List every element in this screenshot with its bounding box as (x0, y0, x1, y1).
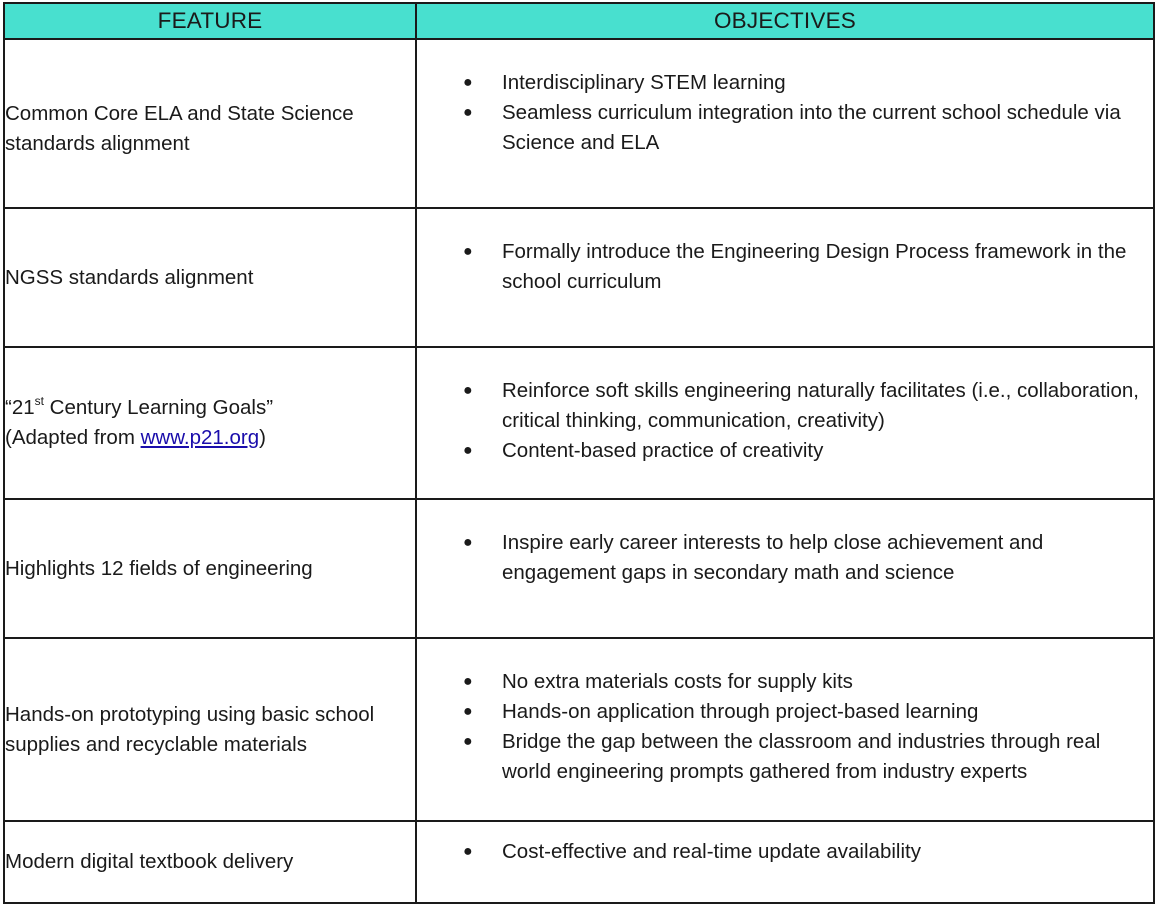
feature-cell (4, 208, 416, 347)
list-item (417, 697, 1153, 727)
header-row (4, 3, 1154, 39)
bullet-icon: ● (463, 74, 473, 91)
objective-text: Reinforce soft skills engineering naturally facilitates (i.e., collaboration, critical thinking, communication, creativity) (502, 379, 1139, 432)
objectives-column-header: OBJECTIVES (416, 3, 1154, 39)
p21-link[interactable]: www.p21.org (140, 426, 260, 449)
objective-text: Cost-effective and real-time update availability (502, 840, 921, 863)
objectives-list (417, 237, 1153, 297)
bullet-icon: ● (463, 703, 473, 720)
objectives-list (417, 837, 1153, 867)
table-row (4, 638, 1154, 821)
feature-objectives-table (3, 2, 1155, 904)
objective-text: Interdisciplinary STEM learning (502, 71, 786, 94)
bullet-icon: ● (463, 243, 473, 260)
list-item (417, 376, 1153, 436)
bullet-icon: ● (463, 673, 473, 690)
table-row (4, 208, 1154, 347)
objectives-cell (416, 638, 1154, 821)
feature-cell (4, 638, 416, 821)
objective-text: Inspire early career interests to help close achievement and engagement gaps in secondary math and science (502, 531, 1044, 584)
feature-cell (4, 821, 416, 903)
list-item (417, 237, 1153, 297)
objective-text: Formally introduce the Engineering Design Process framework in the school curriculum (502, 240, 1127, 293)
table-row (4, 39, 1154, 208)
list-item (417, 667, 1153, 697)
list-item (417, 98, 1153, 158)
objectives-cell (416, 39, 1154, 208)
objectives-list (417, 376, 1153, 466)
bullet-icon: ● (463, 843, 473, 860)
bullet-icon: ● (463, 442, 473, 459)
objectives-cell (416, 821, 1154, 903)
objective-text: Seamless curriculum integration into the current school schedule via Science and ELA (502, 101, 1121, 154)
objective-text: No extra materials costs for supply kits (502, 670, 853, 693)
list-item (417, 528, 1153, 588)
feature-text: Hands-on prototyping using basic school supplies and recyclable materials (5, 702, 375, 756)
feature-text: Highlights 12 fields of engineering (5, 556, 313, 580)
bullet-icon: ● (463, 733, 473, 750)
bullet-icon: ● (463, 382, 473, 399)
feature-column-header: FEATURE (4, 3, 416, 39)
feature-text: Common Core ELA and State Science standards alignment (5, 101, 354, 155)
objectives-list (417, 68, 1153, 158)
feature-text: “21st Century Learning Goals” (5, 394, 274, 419)
list-item (417, 436, 1153, 466)
feature-text: NGSS standards alignment (5, 265, 254, 289)
feature-cell (4, 347, 416, 499)
bullet-icon: ● (463, 104, 473, 121)
table-row (4, 347, 1154, 499)
objectives-list (417, 667, 1153, 787)
objectives-cell (416, 499, 1154, 638)
feature-cell (4, 499, 416, 638)
list-item (417, 837, 1153, 867)
objectives-list (417, 528, 1153, 588)
objectives-cell (416, 347, 1154, 499)
objective-text: Content-based practice of creativity (502, 439, 824, 462)
objective-text: Bridge the gap between the classroom and industries through real world engineering prompts gathered from industry experts (502, 730, 1101, 783)
table-row (4, 821, 1154, 903)
feature-cell (4, 39, 416, 208)
objectives-cell (416, 208, 1154, 347)
list-item (417, 727, 1153, 787)
bullet-icon: ● (463, 534, 473, 551)
feature-text: Modern digital textbook delivery (5, 850, 294, 873)
list-item (417, 68, 1153, 98)
objective-text: Hands-on application through project-based learning (502, 700, 979, 723)
table-row (4, 499, 1154, 638)
feature-source-line: (Adapted from www.p21.org) (5, 426, 266, 449)
